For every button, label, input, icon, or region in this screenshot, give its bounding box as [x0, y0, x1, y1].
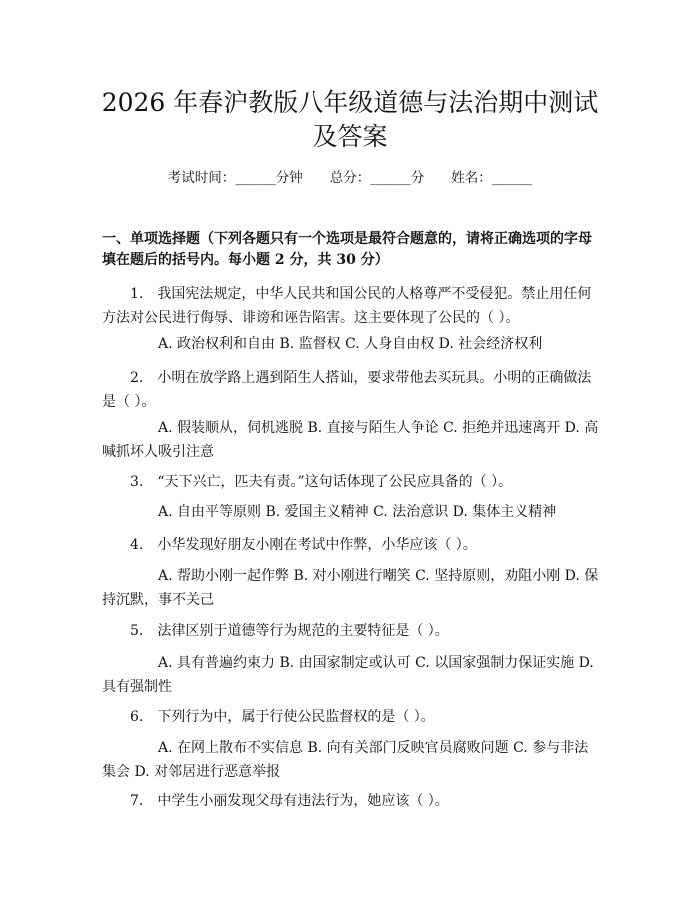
question-7: 7. 中学生小丽发现父母有违法行为，她应该（ ）。	[130, 793, 449, 809]
question-5: 5. 法律区别于道德等行为规范的主要特征是（ ）。	[130, 623, 449, 639]
exam-time-field: 考试时间：______分钟	[167, 170, 303, 186]
question-3-options: A. 自由平等原则 B. 爱国主义精神 C. 法治意识 D. 集体主义精神	[158, 504, 557, 520]
question-4-options: A. 帮助小刚一起作弊 B. 对小刚进行嘲笑 C. 坚持原则，劝阻小刚 D. 保持沉默，事不关己	[102, 568, 599, 608]
page-title	[80, 86, 620, 154]
exam-meta	[0, 168, 700, 188]
question-6-options: A. 在网上散布不实信息 B. 向有关部门反映官员腐败问题 C. 参与非法集会 D. 对邻居进行恶意举报	[102, 740, 589, 780]
question-1: 1. 我国宪法规定，中华人民共和国公民的人格尊严不受侵犯。禁止用任何方法对公民进行侮辱、诽谤和诬告陷害。这主要体现了公民的（ ）。	[102, 286, 592, 326]
title-line-1: 2026 年春沪教版八年级道德与法治期中测试	[101, 88, 599, 117]
question-6: 6. 下列行为中，属于行使公民监督权的是（ ）。	[130, 709, 435, 725]
student-name-field: 姓名：______	[451, 170, 533, 186]
question-4: 4. 小华发现好朋友小刚在考试中作弊，小华应该（ ）。	[130, 537, 477, 553]
question-5-options: A. 具有普遍约束力 B. 由国家制定或认可 C. 以国家强制力保证实施 D. 具有强制性	[102, 655, 594, 695]
question-3: 3. “天下兴亡，匹夫有责。”这句话体现了公民应具备的（ ）。	[130, 474, 513, 490]
question-2: 2. 小明在放学路上遇到陌生人搭讪，要求带他去买玩具。小明的正确做法是（ ）。	[102, 370, 592, 410]
question-2-options: A. 假装顺从，伺机逃脱 B. 直接与陌生人争论 C. 拒绝并迅速离开 D. 高喊抓坏人吸引注意	[102, 420, 599, 460]
section-heading: 一、单项选择题（下列各题只有一个选项是最符合题意的，请将正确选项的字母填在题后的括号内。每小题 2 分，共 30 分）	[102, 231, 592, 268]
title-line-2: 及答案	[312, 122, 388, 151]
total-score-field: 总分：______分	[329, 170, 425, 186]
question-1-options: A. 政治权利和自由 B. 监督权 C. 人身自由权 D. 社会经济权利	[158, 336, 543, 352]
